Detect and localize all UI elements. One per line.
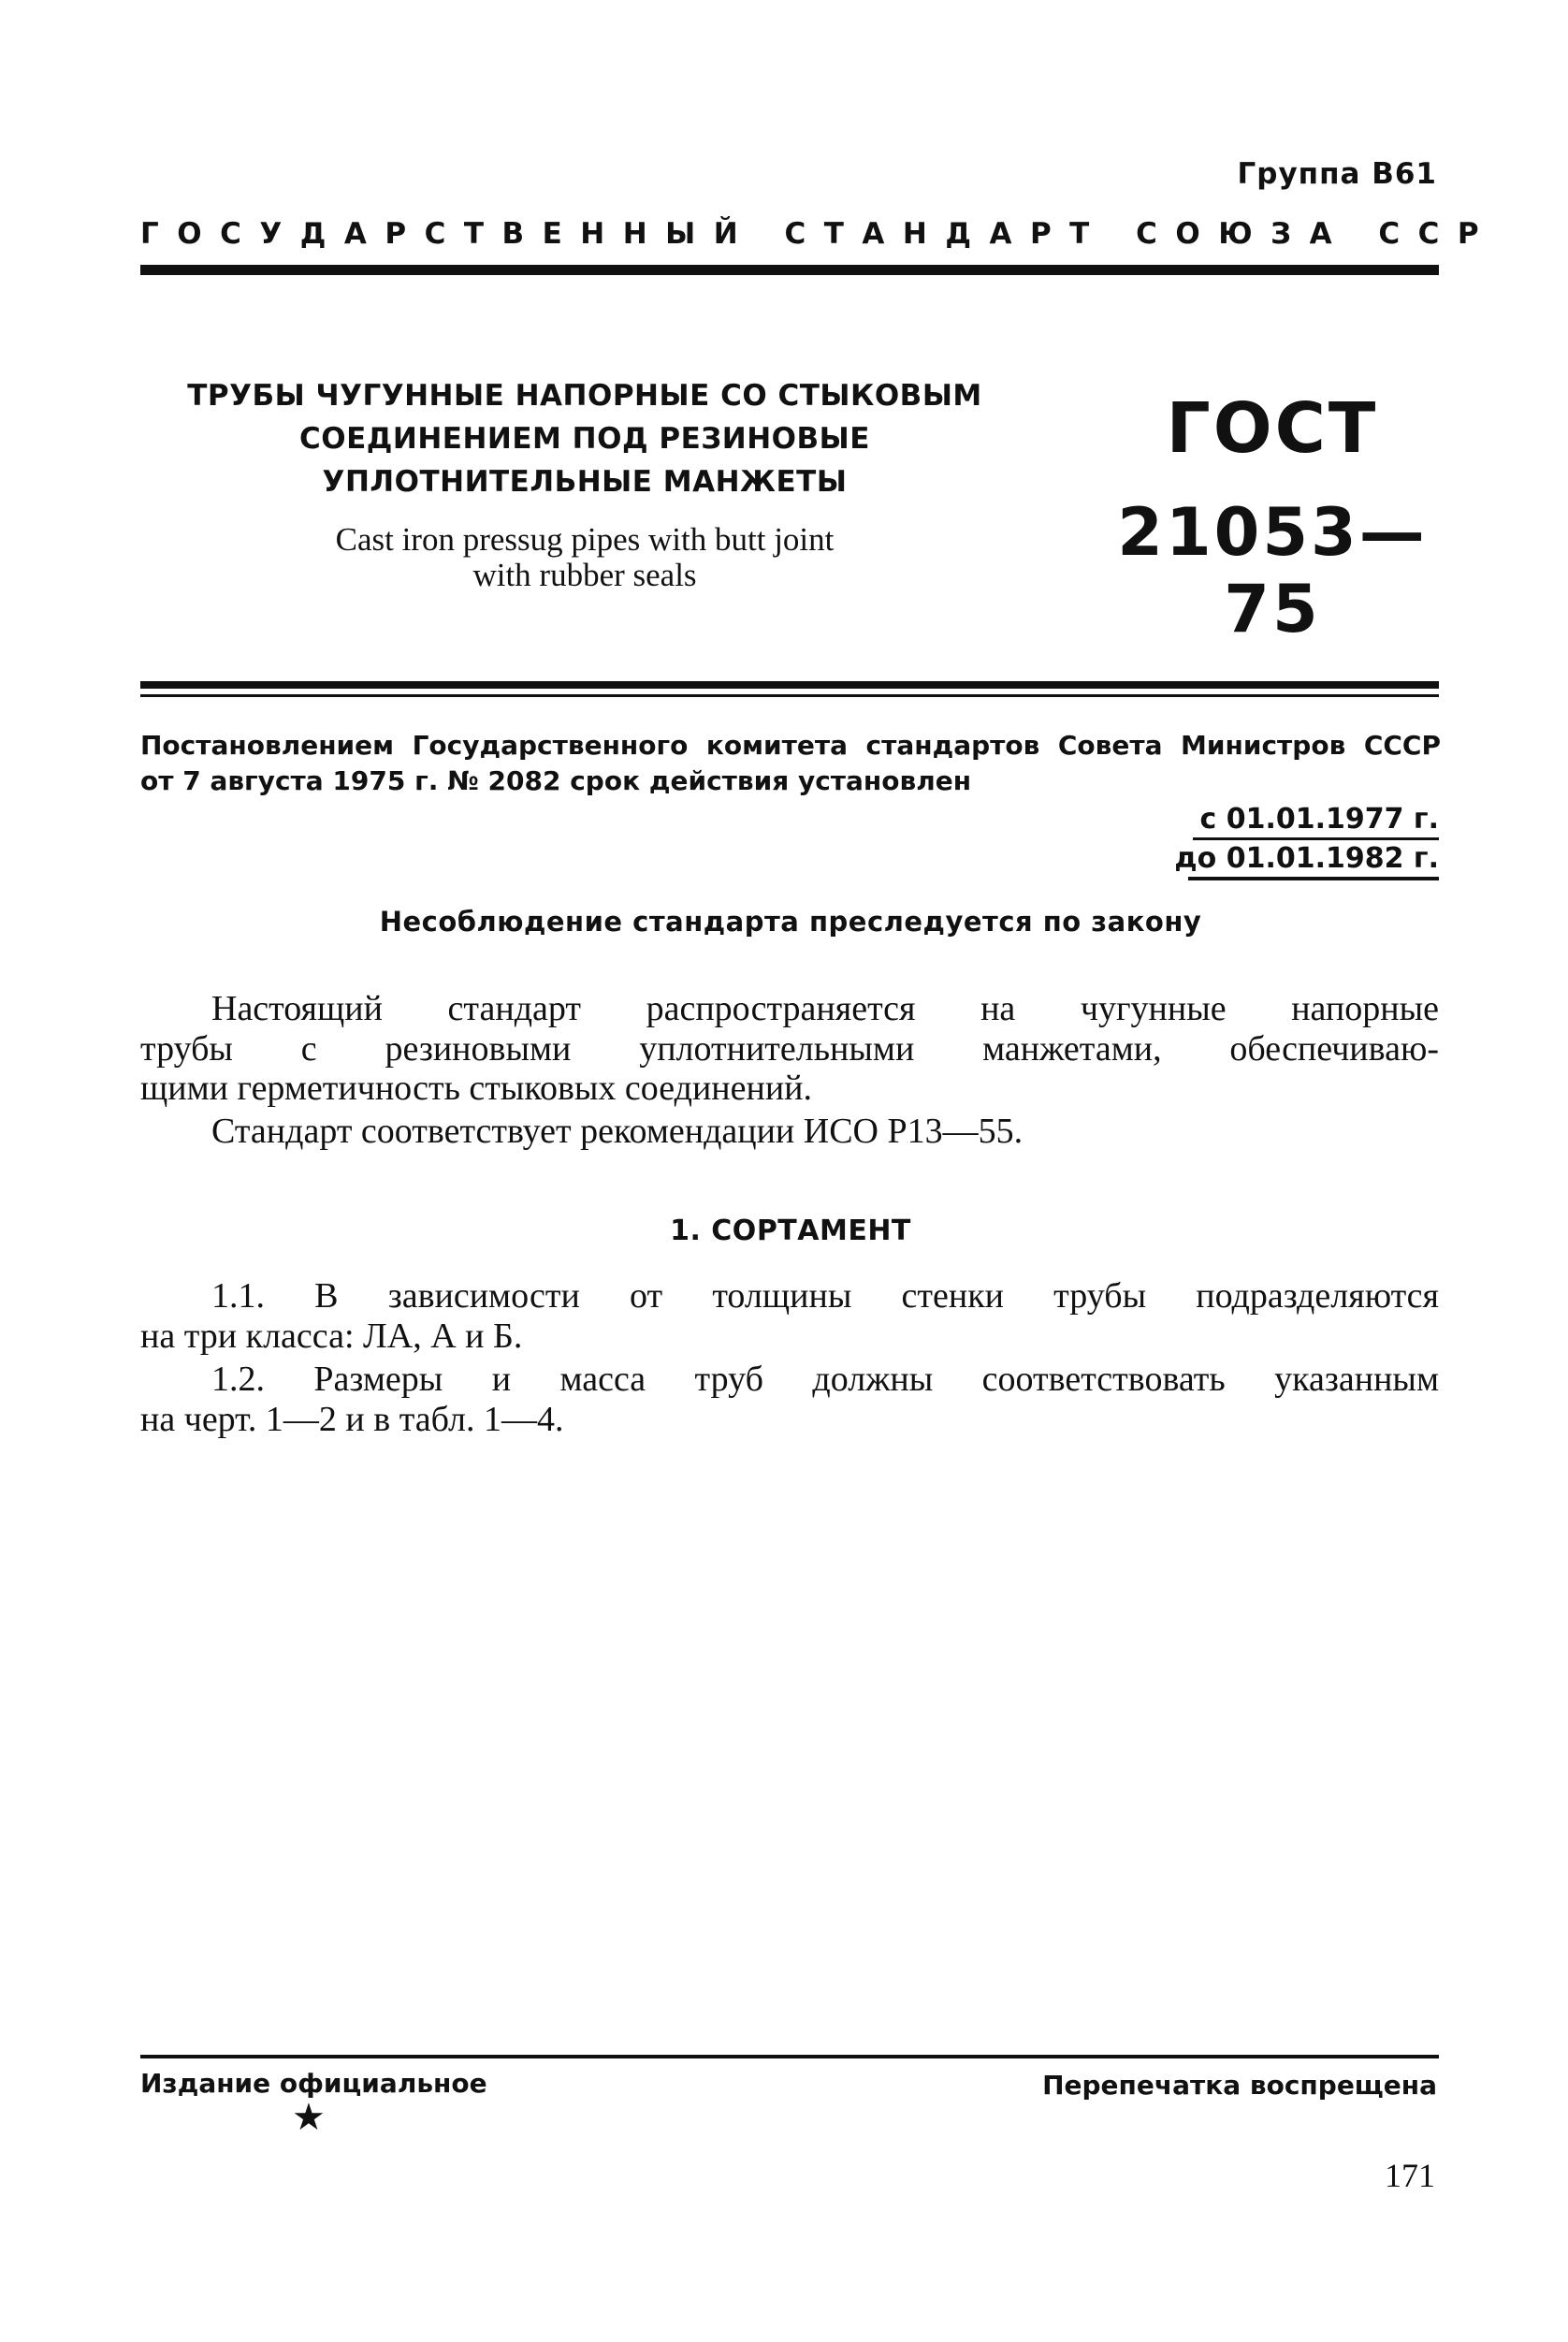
intro-paragraph-line: трубы с резиновыми уплотнительными манжетами, обеспечиваю- bbox=[140, 1029, 1439, 1069]
clause-1-1-line: на три класса: ЛА, А и Б. bbox=[140, 1316, 523, 1356]
header-rule-thick bbox=[140, 265, 1439, 275]
title-english bbox=[150, 522, 1020, 593]
section-heading: 1. СОРТАМЕНТ bbox=[670, 1215, 911, 1247]
star-icon: ★ bbox=[292, 2096, 326, 2139]
official-edition-label: Издание официальное bbox=[140, 2068, 487, 2099]
title-rule-thin bbox=[140, 694, 1439, 697]
title-line: УПЛОТНИТЕЛЬНЫЕ МАНЖЕТЫ bbox=[322, 465, 848, 499]
law-notice: Несоблюдение стандарта преследуется по закону bbox=[379, 906, 1202, 938]
intro-paragraph-line: щими герметичность стыковых соединений. bbox=[140, 1069, 812, 1108]
group-label: Группа В61 bbox=[1237, 157, 1437, 191]
title-line: with rubber seals bbox=[472, 557, 697, 593]
gost-number: 21053—75 bbox=[1117, 494, 1428, 647]
intro-paragraph-line: Настоящий стандарт распространяется на чугунные напорные bbox=[211, 989, 1439, 1028]
reprint-prohibited-label: Перепечатка воспрещена bbox=[1042, 2070, 1437, 2101]
decree-line-2: от 7 августа 1975 г. № 2082 срок действия установлен bbox=[140, 765, 972, 796]
title-line: Cast iron pressug pipes with butt joint bbox=[335, 521, 835, 558]
valid-to-underline bbox=[1188, 877, 1439, 880]
title-russian bbox=[150, 374, 1020, 503]
footer-rule bbox=[140, 2055, 1439, 2058]
clause-1-2-line: 1.2. Размеры и масса труб должны соответствовать указанным bbox=[211, 1360, 1439, 1399]
valid-from: с 01.01.1977 г. bbox=[1199, 803, 1439, 836]
decree-line-1: Постановлением Государственного комитета стандартов Совета Министров СССР bbox=[140, 730, 1441, 761]
title-line: СОЕДИНЕНИЕМ ПОД РЕЗИНОВЫЕ bbox=[299, 422, 870, 456]
valid-to: до 01.01.1982 г. bbox=[1174, 842, 1439, 875]
intro-paragraph-2: Стандарт соответствует рекомендации ИСО Р13—55. bbox=[211, 1112, 1024, 1151]
clause-1-2-line: на черт. 1—2 и в табл. 1—4. bbox=[140, 1400, 564, 1439]
clause-1-1-line: 1.1. В зависимости от толщины стенки трубы подразделяются bbox=[211, 1276, 1439, 1316]
gost-label: ГОСТ bbox=[1166, 388, 1379, 469]
title-rule-thick bbox=[140, 681, 1439, 689]
page-number: 171 bbox=[1385, 2157, 1435, 2194]
valid-from-underline bbox=[1193, 837, 1439, 840]
state-standard-header: ГОСУДАРСТВЕННЫЙ СТАНДАРТ СОЮЗА ССР bbox=[140, 217, 1498, 251]
title-line: ТРУБЫ ЧУГУННЫЕ НАПОРНЫЕ СО СТЫКОВЫМ bbox=[187, 379, 982, 413]
